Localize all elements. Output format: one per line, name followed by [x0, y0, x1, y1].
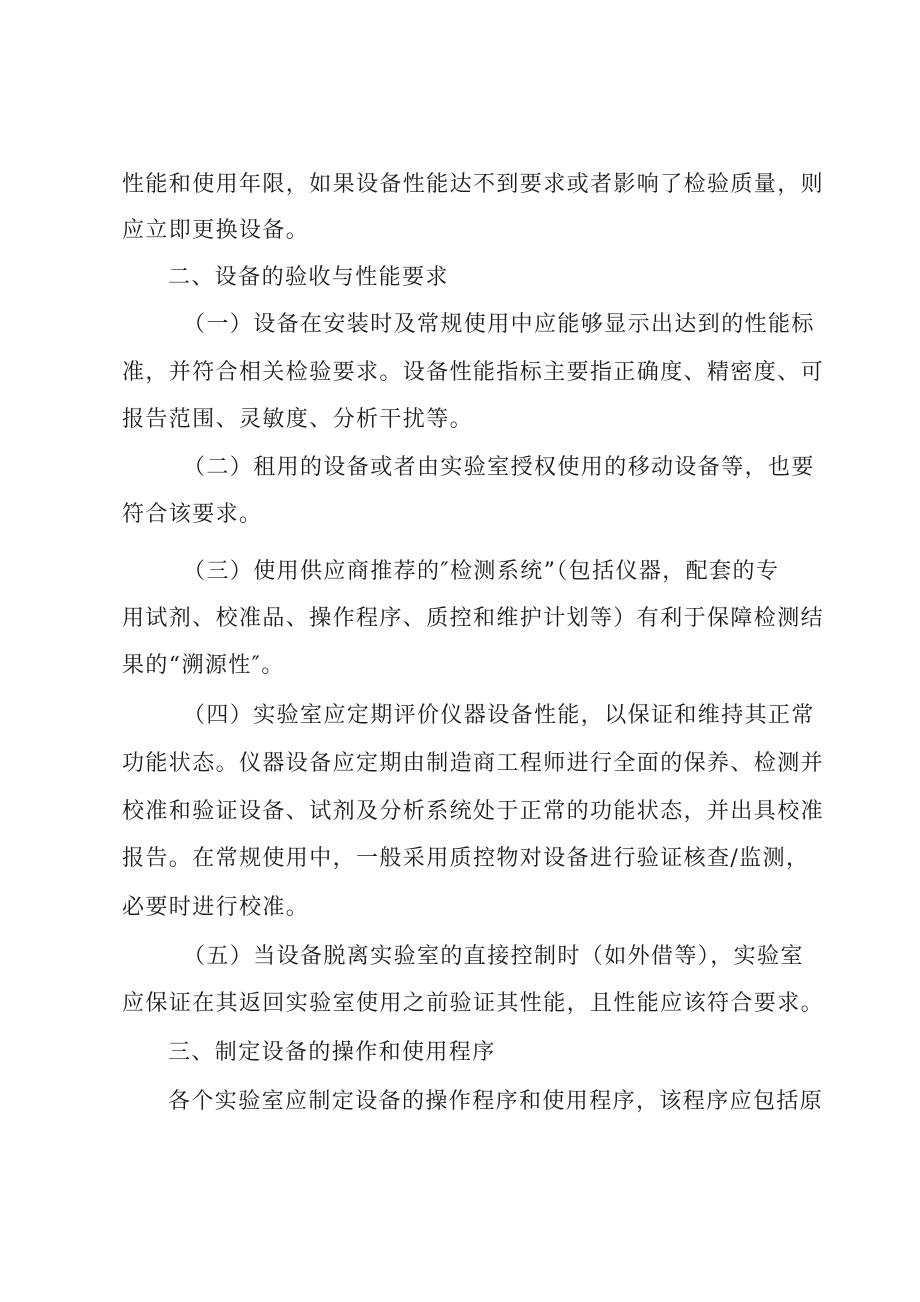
paragraph-line: 功能状态。仪器设备应定期由制造商工程师进行全面的保养、检测并	[122, 751, 825, 776]
paragraph-line: （三）使用供应商推荐的″检测系统”（包括仪器，配套的专	[183, 559, 780, 584]
paragraph-line: （四）实验室应定期评价仪器设备性能，以保证和维持其正常	[183, 703, 815, 728]
paragraph-line: 必要时进行校准。	[122, 895, 310, 920]
section-heading: 二、设备的验收与性能要求	[168, 265, 449, 290]
paragraph-line: 应保证在其返回实验室使用之前验证其性能，且性能应该符合要求。	[122, 991, 825, 1016]
paragraph-line: 果的“溯源性″。	[122, 653, 285, 678]
paragraph-line: 应立即更换设备。	[122, 218, 310, 243]
paragraph-line: 各个实验室应制定设备的操作程序和使用程序，该程序应包括原	[168, 1089, 824, 1114]
paragraph-line: 报告范围、灵敏度、分析干扰等。	[122, 407, 474, 432]
paragraph-line: （二）租用的设备或者由实验室授权使用的移动设备等，也要	[183, 455, 815, 480]
paragraph-line: （一）设备在安装时及常规使用中应能够显示出达到的性能标	[183, 312, 815, 337]
paragraph-line: 用试剂、校准品、操作程序、质控和维护计划等）有利于保障检测结	[122, 606, 825, 631]
paragraph-line: 准，并符合相关检验要求。设备性能指标主要指正确度、精密度、可	[122, 360, 825, 385]
paragraph-line: 报告。在常规使用中，一般采用质控物对设备进行验证核查/监测，	[122, 846, 810, 871]
section-heading: 三、制定设备的操作和使用程序	[168, 1040, 496, 1065]
paragraph-line: 校准和验证设备、试剂及分析系统处于正常的功能状态，并出具校准	[122, 799, 825, 824]
paragraph-line: 性能和使用年限，如果设备性能达不到要求或者影响了检验质量，则	[122, 172, 825, 197]
paragraph-line: 符合该要求。	[122, 502, 263, 527]
paragraph-line: （五）当设备脱离实验室的直接控制时（如外借等），实验室	[183, 944, 804, 969]
